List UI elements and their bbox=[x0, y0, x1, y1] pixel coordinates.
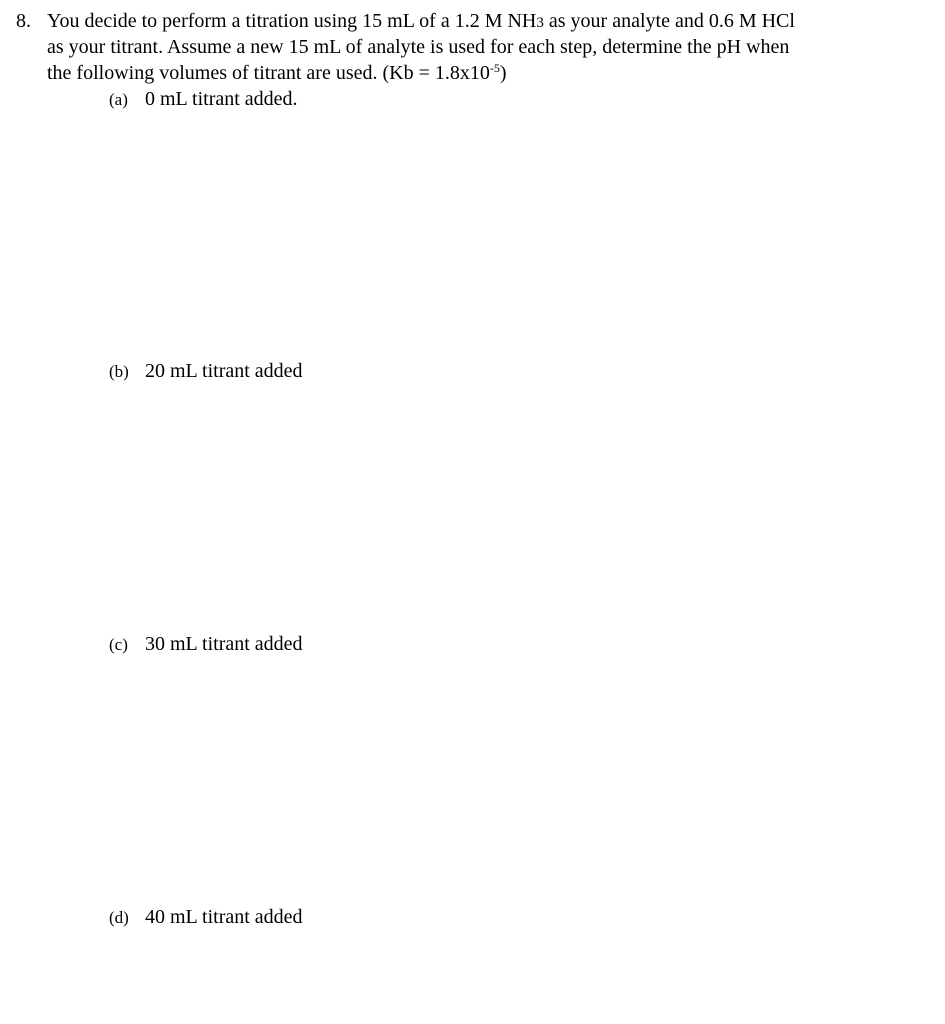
part-d bbox=[109, 904, 303, 931]
part-b-label: (b) bbox=[109, 362, 129, 381]
part-a-text: 0 mL titrant added. bbox=[145, 88, 298, 110]
part-d-label: (d) bbox=[109, 908, 129, 927]
nh3-subscript: 3 bbox=[536, 15, 544, 31]
question-line-3 bbox=[47, 60, 507, 86]
question-line-3-text: the following volumes of titrant are used. (Kb = 1.8x10 bbox=[47, 62, 490, 84]
question-line-2: as your titrant. Assume a new 15 mL of analyte is used for each step, determine the pH when bbox=[47, 36, 790, 58]
part-c bbox=[109, 631, 303, 658]
question-number: 8. bbox=[16, 10, 31, 32]
part-c-label: (c) bbox=[109, 635, 128, 654]
part-a bbox=[109, 86, 298, 113]
question-line-1-text: You decide to perform a titration using 15 mL of a 1.2 M NH bbox=[47, 10, 537, 32]
part-d-text: 40 mL titrant added bbox=[145, 906, 303, 928]
part-c-text: 30 mL titrant added bbox=[145, 633, 303, 655]
part-b bbox=[109, 358, 303, 385]
kb-exponent: -5 bbox=[489, 61, 500, 75]
question-line-1-text-end: as your analyte and 0.6 M HCl bbox=[543, 10, 795, 32]
part-a-label: (a) bbox=[109, 90, 128, 109]
question-line-3-text-end: ) bbox=[499, 62, 507, 84]
question-line-1 bbox=[47, 8, 795, 36]
part-b-text: 20 mL titrant added bbox=[145, 360, 303, 382]
